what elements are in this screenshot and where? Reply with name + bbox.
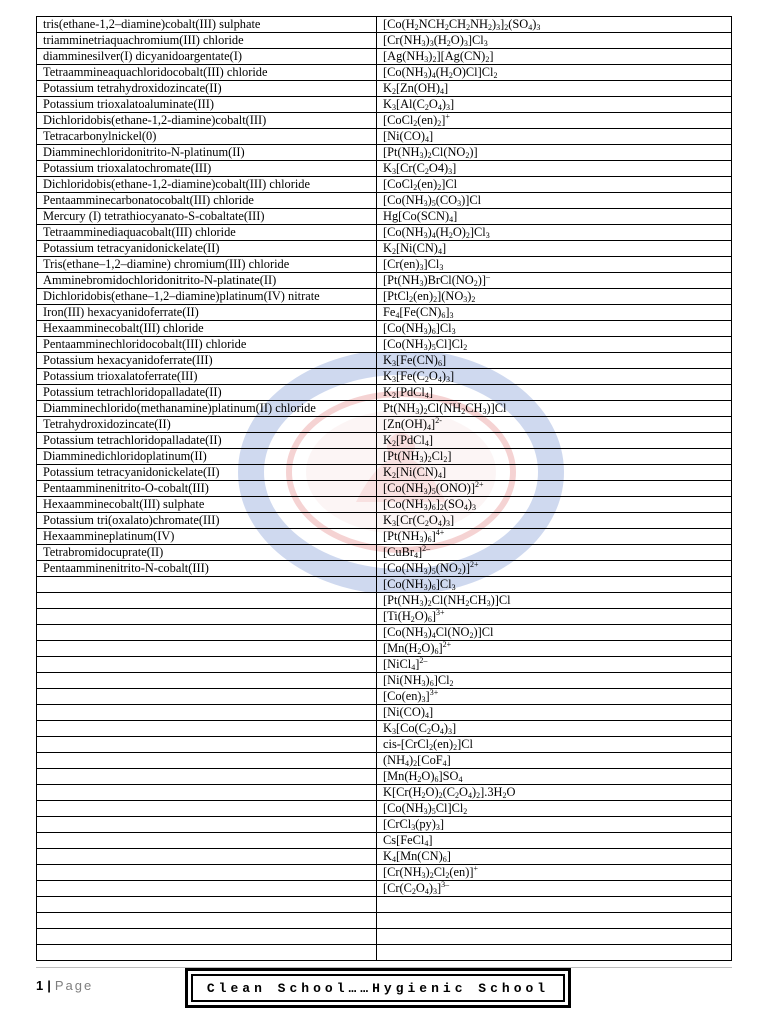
table-row bbox=[37, 929, 732, 945]
compound-name-cell bbox=[37, 625, 377, 641]
compound-formula-cell: $K_2[PdCl_4]$ bbox=[377, 433, 732, 449]
table-row bbox=[37, 865, 732, 881]
compound-formula-cell: $[Co(NH_3)_5(CO_3)]Cl$ bbox=[377, 193, 732, 209]
compound-name-cell bbox=[37, 929, 377, 945]
table-row bbox=[37, 913, 732, 929]
table-row bbox=[37, 593, 732, 609]
compound-formula-cell: $Hg[Co(SCN)_4]$ bbox=[377, 209, 732, 225]
table-row bbox=[37, 785, 732, 801]
table-row bbox=[37, 849, 732, 865]
table-row bbox=[37, 753, 732, 769]
compound-formula-cell: $[Ag(NH_3)_2][Ag(CN)_2]$ bbox=[377, 49, 732, 65]
table-row bbox=[37, 257, 732, 273]
compound-formula-cell: $[Ni(CO)_4]$ bbox=[377, 705, 732, 721]
table-row bbox=[37, 209, 732, 225]
compound-name-cell: Potassium tetracyanidonickelate(II) bbox=[37, 241, 377, 257]
table-row bbox=[37, 161, 732, 177]
table-row bbox=[37, 17, 732, 33]
table-row bbox=[37, 273, 732, 289]
compound-formula-cell: $K_2[Zn(OH)_4]$ bbox=[377, 81, 732, 97]
compound-name-cell: Potassium tetracyanidonickelate(II) bbox=[37, 465, 377, 481]
compound-name-cell bbox=[37, 721, 377, 737]
compound-formula-cell: [CuBr$_4$]$^{2-}$ bbox=[377, 545, 732, 561]
compound-formula-cell: $[Co(NH_3)_5(ONO)]^{2+}$ bbox=[377, 481, 732, 497]
compound-formula-cell: $K_2[Ni(CN)_4]$ bbox=[377, 465, 732, 481]
table-row bbox=[37, 369, 732, 385]
table-row bbox=[37, 385, 732, 401]
table-row bbox=[37, 513, 732, 529]
table-row bbox=[37, 721, 732, 737]
compound-formula-cell: $[Co(NH_3)_5Cl]Cl_2$ bbox=[377, 337, 732, 353]
table-row bbox=[37, 817, 732, 833]
compound-formula-cell: $K_3[Cr(C_2O4)_3]$ bbox=[377, 161, 732, 177]
compound-name-cell bbox=[37, 881, 377, 897]
compound-name-cell bbox=[37, 785, 377, 801]
table-row bbox=[37, 193, 732, 209]
table-row bbox=[37, 769, 732, 785]
compound-formula-cell: $[Mn(H_2O)_6]SO_4$ bbox=[377, 769, 732, 785]
compound-formula-cell: $Fe_4[Fe(CN)_6]_3$ bbox=[377, 305, 732, 321]
compound-formula-cell: $[Co(en)_3]^{3+}$ bbox=[377, 689, 732, 705]
compound-formula-cell: $[Ni(CO)_4]$ bbox=[377, 129, 732, 145]
table-row bbox=[37, 673, 732, 689]
compound-formula-cell: $[Pt(NH_3)_2Cl(NO_2)]$ bbox=[377, 145, 732, 161]
table-row bbox=[37, 833, 732, 849]
page-number: 1 bbox=[36, 978, 44, 993]
slogan-box bbox=[185, 968, 571, 1008]
compound-name-cell: triamminetriaquachromium(III) chloride bbox=[37, 33, 377, 49]
table-row bbox=[37, 625, 732, 641]
compound-name-cell: Diamminechlorido(methanamine)platinum(II) chloride bbox=[37, 401, 377, 417]
compound-formula-cell: $[Zn(OH)_4]^{2-}$ bbox=[377, 417, 732, 433]
compound-name-cell: Potassium tri(oxalato)chromate(III) bbox=[37, 513, 377, 529]
table-row bbox=[37, 705, 732, 721]
compound-formula-cell: $[Pt(NH_3)_2Cl_2]$ bbox=[377, 449, 732, 465]
compound-name-cell: Diamminedichloridoplatinum(II) bbox=[37, 449, 377, 465]
compound-formula-cell: $K_3[Co(C_2O_4)_3]$ bbox=[377, 721, 732, 737]
slogan-text: Clean School……Hygienic School bbox=[191, 974, 565, 1002]
table-row bbox=[37, 81, 732, 97]
table-row bbox=[37, 529, 732, 545]
compound-name-cell bbox=[37, 657, 377, 673]
compound-name-cell bbox=[37, 833, 377, 849]
compound-formula-cell: $[Cr(en)_3]Cl_3$ bbox=[377, 257, 732, 273]
table-row bbox=[37, 353, 732, 369]
compound-formula-cell: [NiCl$_4$]$^{2-}$ bbox=[377, 657, 732, 673]
compound-name-cell: Potassium trioxalatoaluminate(III) bbox=[37, 97, 377, 113]
compound-name-cell bbox=[37, 913, 377, 929]
compound-formula-cell: cis-$[CrCl_2(en)_2]Cl$ bbox=[377, 737, 732, 753]
table-row bbox=[37, 657, 732, 673]
compound-name-cell bbox=[37, 849, 377, 865]
table-body bbox=[37, 17, 732, 961]
table-row bbox=[37, 465, 732, 481]
compound-name-cell: Pentaamminenitrito-N-cobalt(III) bbox=[37, 561, 377, 577]
table-row bbox=[37, 65, 732, 81]
table-row bbox=[37, 337, 732, 353]
compound-name-cell: Hexaamminecobalt(III) chloride bbox=[37, 321, 377, 337]
compound-formula-cell: $[Co(NH_3)_4Cl(NO_2)]Cl$ bbox=[377, 625, 732, 641]
table-row bbox=[37, 129, 732, 145]
compound-formula-cell bbox=[377, 897, 732, 913]
compound-name-cell: Potassium tetrahydroxidozincate(II) bbox=[37, 81, 377, 97]
compound-name-cell bbox=[37, 897, 377, 913]
table-row bbox=[37, 577, 732, 593]
table-row bbox=[37, 49, 732, 65]
compound-name-cell: Dichloridobis(ethane–1,2–diamine)platinum(IV) nitrate bbox=[37, 289, 377, 305]
compound-name-cell: Tetrabromidocuprate(II) bbox=[37, 545, 377, 561]
compound-formula-cell: Cs[FeCl$_4$] bbox=[377, 833, 732, 849]
compound-formula-cell: $K_3[Cr(C_2O_4)_3]$ bbox=[377, 513, 732, 529]
compound-name-cell: Potassium tetrachloridopalladate(II) bbox=[37, 385, 377, 401]
compound-formula-cell: $[Cr(NH_3)_3(H_2O)_3]Cl_3$ bbox=[377, 33, 732, 49]
page-number-footer bbox=[36, 978, 93, 993]
page-separator: | bbox=[47, 978, 51, 993]
compound-formula-cell: $(NH_4)_2[CoF_4]$ bbox=[377, 753, 732, 769]
compound-name-cell: Tetraammineaquachloridocobalt(III) chloride bbox=[37, 65, 377, 81]
compound-formula-cell: $K_2[Ni(CN)_4]$ bbox=[377, 241, 732, 257]
compound-name-cell bbox=[37, 945, 377, 961]
compound-formula-cell bbox=[377, 945, 732, 961]
table-row bbox=[37, 545, 732, 561]
compound-formula-cell bbox=[377, 929, 732, 945]
compound-formula-cell: $[Co(NH_3)_6]Cl_3$ bbox=[377, 321, 732, 337]
compound-name-cell bbox=[37, 673, 377, 689]
compound-formula-cell: $[Co(NH_3)_4(H_2O)Cl]Cl_2$ bbox=[377, 65, 732, 81]
compound-name-cell: diamminesilver(I) dicyanidoargentate(I) bbox=[37, 49, 377, 65]
compound-name-cell bbox=[37, 705, 377, 721]
compound-formula-cell: $K_4[Mn(CN)_6]$ bbox=[377, 849, 732, 865]
compound-name-cell bbox=[37, 865, 377, 881]
compound-name-cell: Dichloridobis(ethane-1,2-diamine)cobalt(III) bbox=[37, 113, 377, 129]
table-row bbox=[37, 897, 732, 913]
table-row bbox=[37, 449, 732, 465]
table-row bbox=[37, 113, 732, 129]
table-row bbox=[37, 241, 732, 257]
table-row bbox=[37, 177, 732, 193]
compound-formula-cell: $[Co(NH_3)_6]_2(SO_4)_3$ bbox=[377, 497, 732, 513]
compound-name-cell: Iron(III) hexacyanidoferrate(II) bbox=[37, 305, 377, 321]
compound-formula-cell: $[Co(H_2NCH_2CH_2NH_2)_3]_2(SO_4)_3$ bbox=[377, 17, 732, 33]
table-row bbox=[37, 689, 732, 705]
compound-name-cell: Mercury (I) tetrathiocyanato-S-cobaltate(III) bbox=[37, 209, 377, 225]
compound-name-cell: Pentaamminechloridocobalt(III) chloride bbox=[37, 337, 377, 353]
compound-formula-cell bbox=[377, 913, 732, 929]
compound-formula-cell: $[Co(NH_3)_5Cl]Cl_2$ bbox=[377, 801, 732, 817]
compound-name-cell: Potassium tetrachloridopalladate(II) bbox=[37, 433, 377, 449]
compound-formula-cell: $[CoCl_2(en)_2]Cl$ bbox=[377, 177, 732, 193]
table-row bbox=[37, 881, 732, 897]
complex-compound-table bbox=[36, 16, 732, 961]
compound-formula-cell: $[CoCl_2(en)_2]^+$ bbox=[377, 113, 732, 129]
compound-formula-cell: $K_3[Al(C_2O_4)_3]$ bbox=[377, 97, 732, 113]
compound-name-cell: Tris(ethane–1,2–diamine) chromium(III) chloride bbox=[37, 257, 377, 273]
compound-formula-cell: $K_2[PdCl_4]$ bbox=[377, 385, 732, 401]
compound-formula-cell: $[Ti(H_2O)_6]^{3+}$ bbox=[377, 609, 732, 625]
compound-formula-cell: $[Pt(NH_3)BrCl(NO_2)]^-$ bbox=[377, 273, 732, 289]
compound-name-cell: Potassium trioxalatoferrate(III) bbox=[37, 369, 377, 385]
compound-name-cell bbox=[37, 577, 377, 593]
compound-formula-cell: $K_3[Fe(CN)_6]$ bbox=[377, 353, 732, 369]
compound-name-cell bbox=[37, 769, 377, 785]
compound-name-cell: Hexaamminecobalt(III) sulphate bbox=[37, 497, 377, 513]
table-row bbox=[37, 481, 732, 497]
table-row bbox=[37, 737, 732, 753]
table-row bbox=[37, 609, 732, 625]
compound-name-cell: Amminebromidochloridonitrito-N-platinate(II) bbox=[37, 273, 377, 289]
compound-formula-cell: $[Cr(NH_3)_2Cl_2(en)]^+$ bbox=[377, 865, 732, 881]
table-row bbox=[37, 321, 732, 337]
compound-formula-cell: $[CrCl_3(py)_3]$ bbox=[377, 817, 732, 833]
compound-name-cell bbox=[37, 817, 377, 833]
compound-formula-cell: $K[Cr(H_2O)_2(C_2O_4)_2].3H_2O$ bbox=[377, 785, 732, 801]
compound-name-cell bbox=[37, 753, 377, 769]
compound-name-cell bbox=[37, 593, 377, 609]
compound-name-cell bbox=[37, 801, 377, 817]
compound-formula-cell: $[Cr(C_2O_4)_3]^{3-}$ bbox=[377, 881, 732, 897]
table-row bbox=[37, 801, 732, 817]
compound-formula-cell: $[Co(NH_3)_4(H_2O)_2]Cl_3$ bbox=[377, 225, 732, 241]
compound-name-cell: Dichloridobis(ethane-1,2-diamine)cobalt(III) chloride bbox=[37, 177, 377, 193]
table-row bbox=[37, 945, 732, 961]
table-row bbox=[37, 145, 732, 161]
compound-name-cell bbox=[37, 609, 377, 625]
table-row bbox=[37, 433, 732, 449]
compound-name-cell bbox=[37, 737, 377, 753]
compound-formula-cell: $[Co(NH_3)_6]Cl_3$ bbox=[377, 577, 732, 593]
table-row bbox=[37, 225, 732, 241]
compound-formula-cell: $Pt(NH_3)_2Cl(NH_2CH_3)]Cl$ bbox=[377, 401, 732, 417]
compound-formula-cell: $[Mn(H_2O)_6]^{2+}$ bbox=[377, 641, 732, 657]
compound-formula-cell: $[PtCl_2(en)_2](NO_3)_2$ bbox=[377, 289, 732, 305]
compound-name-cell: Tetrahydroxidozincate(II) bbox=[37, 417, 377, 433]
table-row bbox=[37, 417, 732, 433]
compound-name-cell bbox=[37, 641, 377, 657]
compound-formula-cell: $[Ni(NH_3)_6]Cl_2$ bbox=[377, 673, 732, 689]
table-row bbox=[37, 97, 732, 113]
compound-name-cell: Hexaammineplatinum(IV) bbox=[37, 529, 377, 545]
compound-name-cell: Pentaamminenitrito-O-cobalt(III) bbox=[37, 481, 377, 497]
compound-name-cell: Pentaamminecarbonatocobalt(III) chloride bbox=[37, 193, 377, 209]
compound-name-cell: Potassium trioxalatochromate(III) bbox=[37, 161, 377, 177]
page-word: Page bbox=[54, 978, 94, 993]
compound-name-cell: Diamminechloridonitrito-N-platinum(II) bbox=[37, 145, 377, 161]
compound-name-cell: Potassium hexacyanidoferrate(III) bbox=[37, 353, 377, 369]
compound-formula-cell: $[Co(NH_3)_5(NO_2)]^{2+}$ bbox=[377, 561, 732, 577]
compound-name-cell: Tetracarbonylnickel(0) bbox=[37, 129, 377, 145]
compound-formula-cell: $[Pt(NH_3)_2Cl(NH_2CH_3)]Cl$ bbox=[377, 593, 732, 609]
table-row bbox=[37, 305, 732, 321]
table-row bbox=[37, 641, 732, 657]
compound-formula-cell: $K_3[Fe(C_2O_4)_3]$ bbox=[377, 369, 732, 385]
table-row bbox=[37, 33, 732, 49]
table-row bbox=[37, 561, 732, 577]
compound-formula-cell: $[Pt(NH_3)_6]^{4+}$ bbox=[377, 529, 732, 545]
compound-name-cell bbox=[37, 689, 377, 705]
table-row bbox=[37, 497, 732, 513]
table-row bbox=[37, 401, 732, 417]
compound-name-cell: tris(ethane-1,2–diamine)cobalt(III) sulphate bbox=[37, 17, 377, 33]
table-row bbox=[37, 289, 732, 305]
compound-name-cell: Tetraamminediaquacobalt(III) chloride bbox=[37, 225, 377, 241]
